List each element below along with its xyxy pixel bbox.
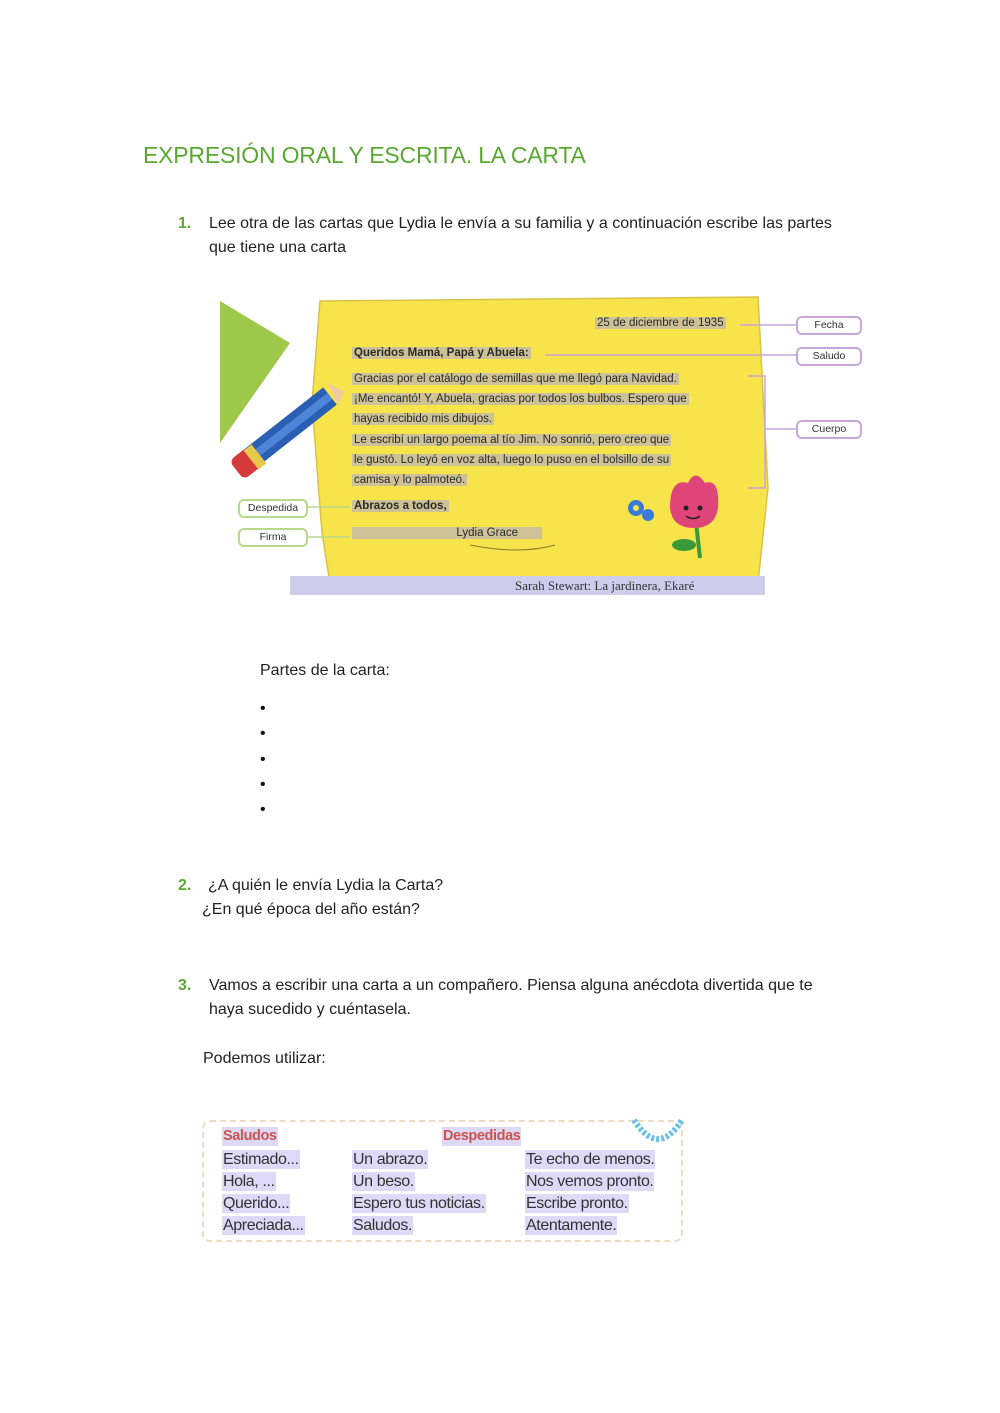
despedida-item: Nos vemos pronto. — [526, 1173, 654, 1190]
question-3-line-1: Vamos a escribir una carta a un compañero. Piensa alguna anécdota divertida que te — [209, 977, 813, 994]
despedida-item: Espero tus noticias. — [353, 1195, 485, 1212]
question-1 — [178, 212, 878, 260]
saludo-item: Hola, ... — [223, 1173, 275, 1190]
tag-fecha: Fecha — [796, 316, 862, 335]
letter-illustration — [220, 283, 865, 598]
letter-body-line: Gracias por el catálogo de semillas que me llegó para Navidad. — [354, 373, 677, 385]
answer-bullet: • — [260, 725, 266, 742]
answer-bullet: • — [260, 776, 266, 793]
question-1-line-1: Lee otra de las cartas que Lydia le envía a su familia y a continuación escribe las partes — [209, 215, 832, 232]
letter-greeting: Queridos Mamá, Papá y Abuela: — [354, 347, 529, 359]
expressions-table — [202, 1120, 683, 1242]
letter-body-line: hayas recibido mis dibujos. — [354, 413, 493, 425]
saludo-item: Apreciada... — [223, 1217, 304, 1234]
despedida-item: Te echo de menos. — [526, 1151, 655, 1168]
letter-signature: Lydia Grace — [352, 527, 542, 539]
question-2-line-2: ¿En qué época del año están? — [202, 901, 420, 918]
question-2 — [178, 874, 678, 922]
tag-despedida: Despedida — [238, 499, 308, 518]
question-3-line-2: haya sucedido y cuéntasela. — [209, 1001, 411, 1018]
question-3 — [178, 974, 878, 1022]
question-1-line-2: que tiene una carta — [209, 239, 346, 256]
despedida-item: Un beso. — [353, 1173, 414, 1190]
caption-text: Sarah Stewart: La jardinera, Ekaré — [515, 578, 695, 593]
despedidas-header: Despedidas — [443, 1128, 521, 1144]
letter-body-line: ¡Me encantó! Y, Abuela, gracias por todos los bulbos. Espero que — [354, 393, 687, 405]
question-3-number: 3. — [178, 977, 192, 994]
despedida-item: Atentamente. — [526, 1217, 617, 1234]
answer-bullet: • — [260, 751, 266, 768]
page-title: EXPRESIÓN ORAL Y ESCRITA. LA CARTA — [143, 142, 586, 168]
tag-saludo: Saludo — [796, 347, 862, 366]
lace-decoration-icon — [632, 1118, 684, 1152]
illustration-caption — [290, 576, 765, 595]
saludo-item: Querido... — [223, 1195, 290, 1212]
podemos-label: Podemos utilizar: — [203, 1050, 326, 1067]
answer-bullet: • — [260, 801, 266, 818]
letter-body-line: camisa y lo palmoteó. — [354, 474, 466, 486]
despedida-item: Un abrazo. — [353, 1151, 428, 1168]
parts-label: Partes de la carta: — [260, 662, 390, 679]
despedida-item: Saludos. — [353, 1217, 413, 1234]
letter-closing: Abrazos a todos, — [354, 500, 447, 512]
despedida-item: Escribe pronto. — [526, 1195, 628, 1212]
answer-bullet: • — [260, 700, 266, 717]
letter-body-line: Le escribí un largo poema al tío Jim. No sonrió, pero creo que — [354, 434, 670, 446]
saludos-header: Saludos — [223, 1128, 277, 1144]
letter-date: 25 de diciembre de 1935 — [597, 317, 724, 329]
question-2-line-1: ¿A quién le envía Lydia la Carta? — [208, 877, 444, 894]
question-1-number: 1. — [178, 215, 192, 232]
question-2-number: 2. — [178, 877, 192, 894]
letter-body-line: le gustó. Lo leyó en voz alta, luego lo puso en el bolsillo de su — [354, 454, 670, 466]
tag-firma: Firma — [238, 528, 308, 547]
tag-cuerpo: Cuerpo — [796, 420, 862, 439]
saludo-item: Estimado... — [223, 1151, 299, 1168]
